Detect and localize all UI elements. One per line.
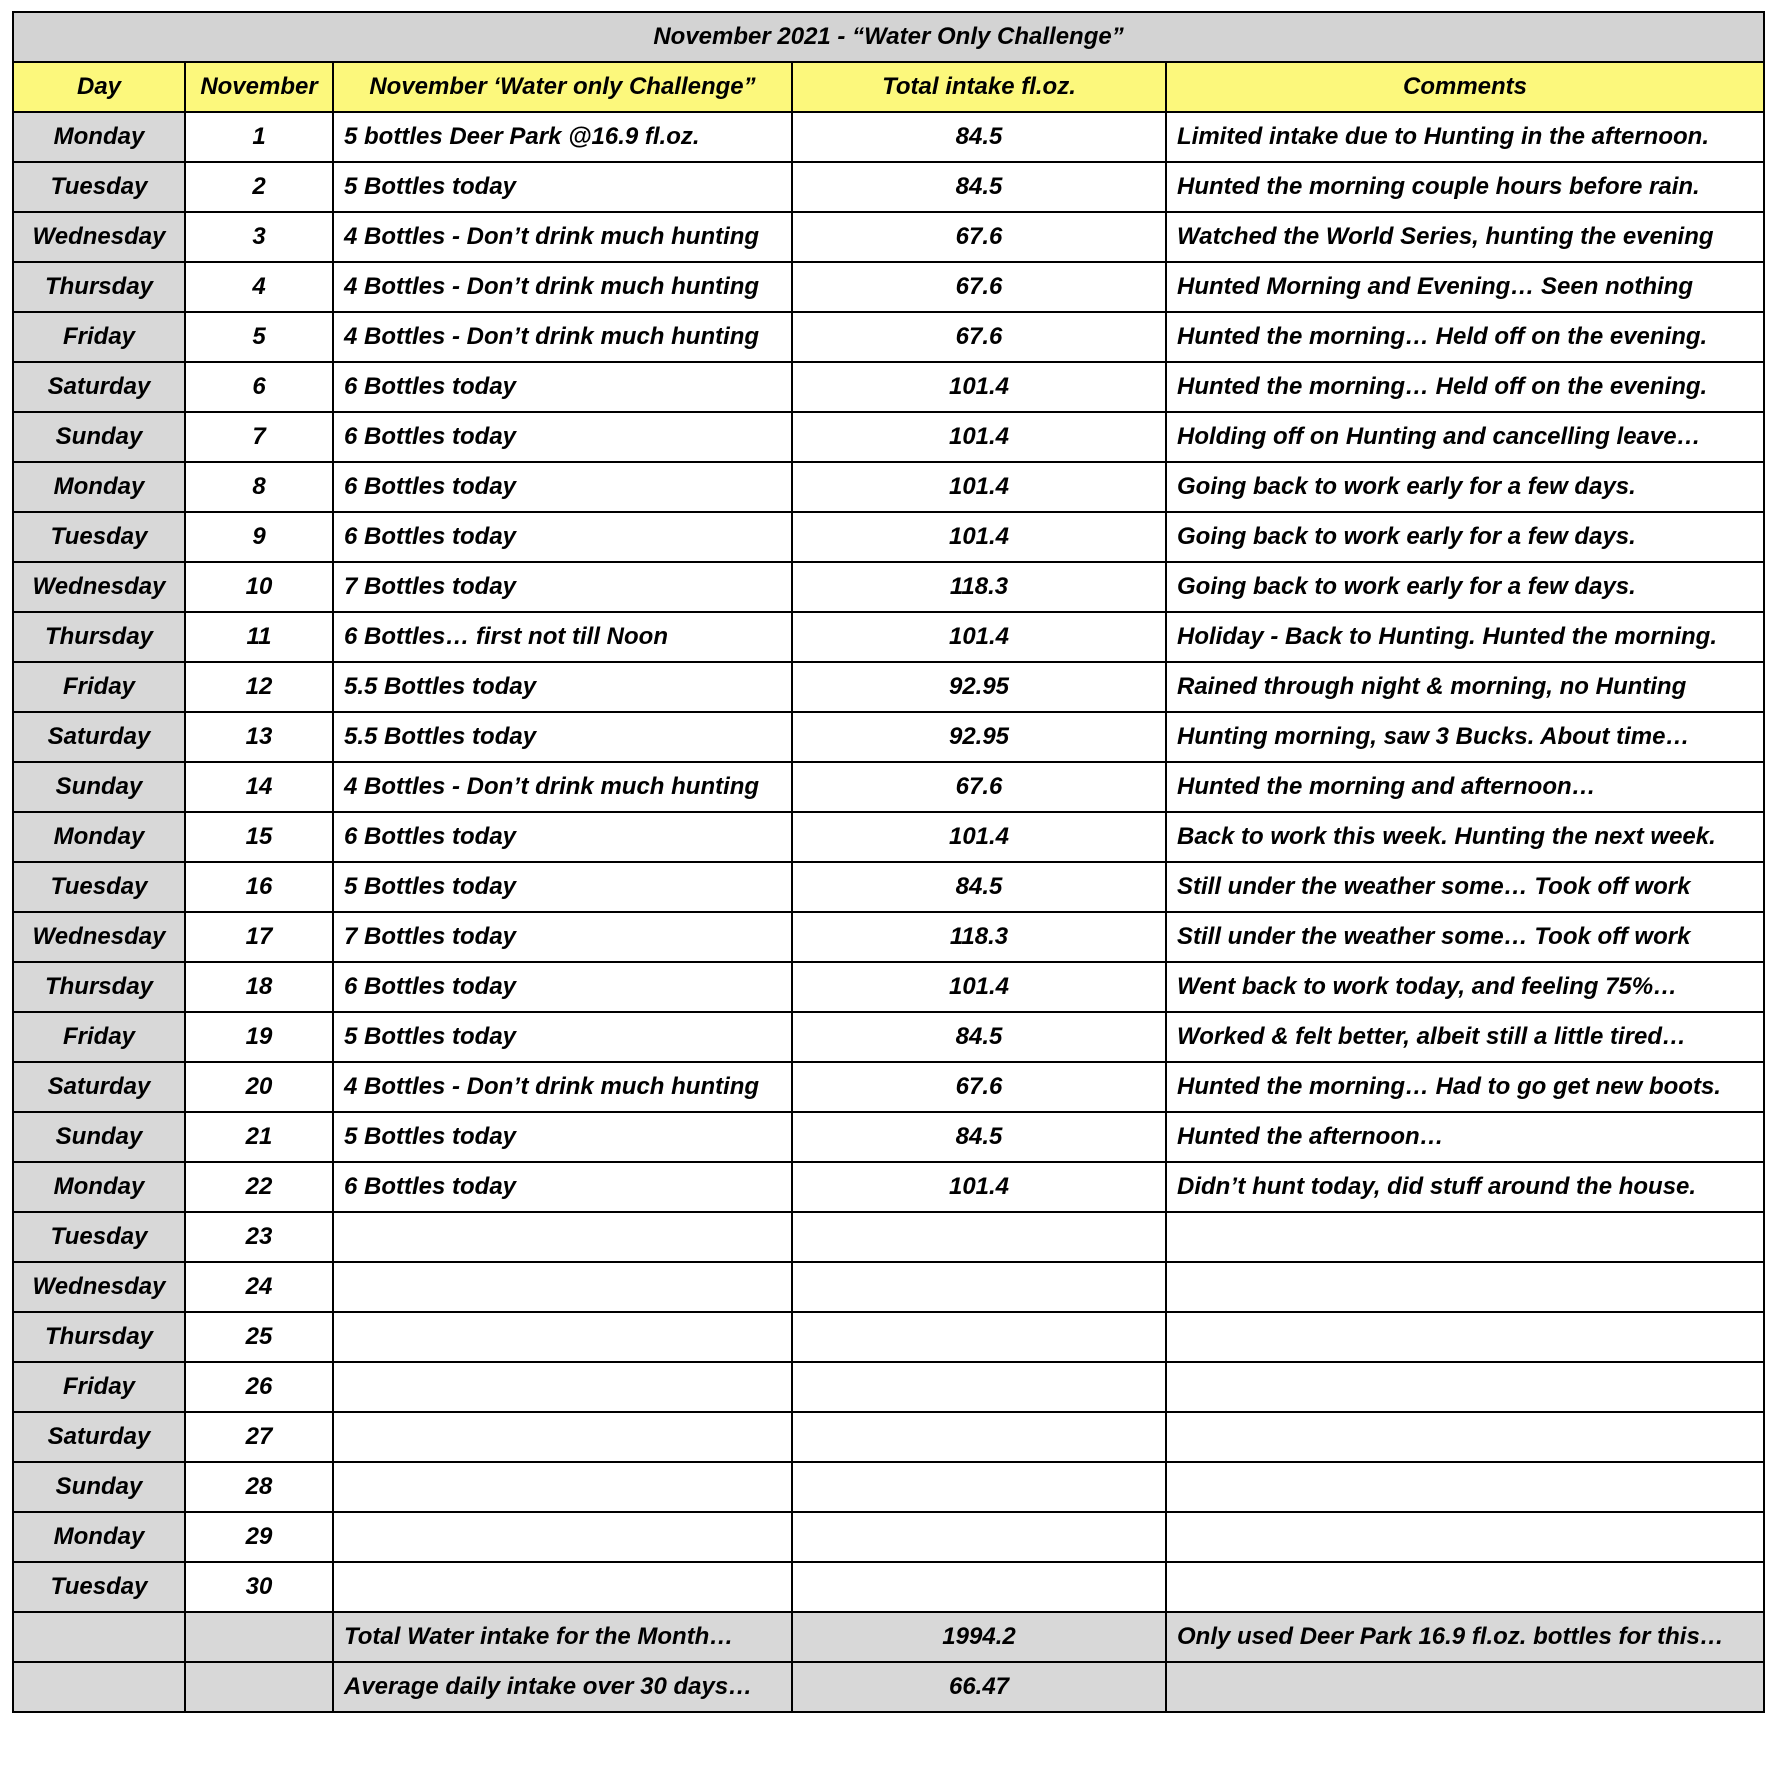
day-cell: Friday	[13, 1012, 185, 1062]
day-cell: Friday	[13, 1362, 185, 1412]
table-row	[13, 1362, 1764, 1412]
header-row	[13, 62, 1764, 112]
date-cell: 5	[185, 312, 333, 362]
comment-cell: Hunting morning, saw 3 Bucks. About time…	[1166, 712, 1764, 762]
day-cell: Saturday	[13, 1062, 185, 1112]
table-row	[13, 812, 1764, 862]
intake-cell: 67.6	[792, 312, 1166, 362]
date-cell: 15	[185, 812, 333, 862]
date-cell: 26	[185, 1362, 333, 1412]
day-cell: Monday	[13, 1512, 185, 1562]
comment-cell: Didn’t hunt today, did stuff around the house.	[1166, 1162, 1764, 1212]
header-intake: Total intake fl.oz.	[792, 62, 1166, 112]
day-cell: Friday	[13, 312, 185, 362]
comment-cell	[1166, 1312, 1764, 1362]
date-cell: 30	[185, 1562, 333, 1612]
date-cell: 13	[185, 712, 333, 762]
intake-cell: 101.4	[792, 512, 1166, 562]
table-row	[13, 512, 1764, 562]
intake-cell: 101.4	[792, 962, 1166, 1012]
note-cell: 6 Bottles… first not till Noon	[333, 612, 792, 662]
note-cell: 5 Bottles today	[333, 862, 792, 912]
date-cell: 1	[185, 112, 333, 162]
date-cell: 17	[185, 912, 333, 962]
intake-cell: 92.95	[792, 662, 1166, 712]
date-cell: 6	[185, 362, 333, 412]
table-row	[13, 1312, 1764, 1362]
table-row	[13, 1462, 1764, 1512]
intake-cell: 84.5	[792, 162, 1166, 212]
intake-cell: 67.6	[792, 762, 1166, 812]
intake-cell	[792, 1312, 1166, 1362]
table-row	[13, 1412, 1764, 1462]
table-row	[13, 612, 1764, 662]
table-row	[13, 962, 1764, 1012]
table-title: November 2021 - “Water Only Challenge”	[13, 12, 1764, 62]
note-cell: 5 Bottles today	[333, 1112, 792, 1162]
date-cell: 14	[185, 762, 333, 812]
footer-label: Average daily intake over 30 days…	[333, 1662, 792, 1712]
table-row	[13, 912, 1764, 962]
day-cell: Monday	[13, 462, 185, 512]
table-row	[13, 1262, 1764, 1312]
table-row	[13, 762, 1764, 812]
intake-cell	[792, 1462, 1166, 1512]
water-challenge-table	[12, 11, 1765, 1713]
date-cell: 7	[185, 412, 333, 462]
day-cell: Thursday	[13, 1312, 185, 1362]
intake-cell: 67.6	[792, 1062, 1166, 1112]
footer-comment	[1166, 1662, 1764, 1712]
date-cell: 19	[185, 1012, 333, 1062]
comment-cell	[1166, 1562, 1764, 1612]
table-row	[13, 1112, 1764, 1162]
comment-cell	[1166, 1412, 1764, 1462]
table-row	[13, 1212, 1764, 1262]
date-cell: 8	[185, 462, 333, 512]
date-cell: 11	[185, 612, 333, 662]
intake-cell	[792, 1562, 1166, 1612]
intake-cell: 118.3	[792, 912, 1166, 962]
intake-cell: 101.4	[792, 462, 1166, 512]
table-row	[13, 162, 1764, 212]
header-date: November	[185, 62, 333, 112]
note-cell: 7 Bottles today	[333, 562, 792, 612]
date-cell: 27	[185, 1412, 333, 1462]
day-cell: Thursday	[13, 262, 185, 312]
header-comments: Comments	[1166, 62, 1764, 112]
comment-cell: Going back to work early for a few days.	[1166, 462, 1764, 512]
day-cell: Wednesday	[13, 1262, 185, 1312]
title-row	[13, 12, 1764, 62]
date-cell: 18	[185, 962, 333, 1012]
table-row	[13, 1562, 1764, 1612]
comment-cell	[1166, 1512, 1764, 1562]
note-cell: 5 Bottles today	[333, 162, 792, 212]
day-cell: Monday	[13, 1162, 185, 1212]
intake-cell: 101.4	[792, 612, 1166, 662]
header-challenge: November ‘Water only Challenge”	[333, 62, 792, 112]
comment-cell: Watched the World Series, hunting the evening	[1166, 212, 1764, 262]
comment-cell: Went back to work today, and feeling 75%…	[1166, 962, 1764, 1012]
intake-cell: 84.5	[792, 862, 1166, 912]
day-cell: Tuesday	[13, 162, 185, 212]
table-row	[13, 1162, 1764, 1212]
day-cell: Sunday	[13, 412, 185, 462]
intake-cell	[792, 1212, 1166, 1262]
footer-value: 66.47	[792, 1662, 1166, 1712]
date-cell: 12	[185, 662, 333, 712]
date-cell: 28	[185, 1462, 333, 1512]
day-cell: Tuesday	[13, 1212, 185, 1262]
note-cell: 4 Bottles - Don’t drink much hunting	[333, 212, 792, 262]
table-row	[13, 312, 1764, 362]
note-cell: 7 Bottles today	[333, 912, 792, 962]
table-row	[13, 862, 1764, 912]
day-cell: Monday	[13, 112, 185, 162]
date-cell: 16	[185, 862, 333, 912]
comment-cell: Hunted the morning… Had to go get new boots.	[1166, 1062, 1764, 1112]
intake-cell: 84.5	[792, 1012, 1166, 1062]
comment-cell: Still under the weather some… Took off work	[1166, 862, 1764, 912]
note-cell: 6 Bottles today	[333, 462, 792, 512]
day-cell: Monday	[13, 812, 185, 862]
day-cell: Sunday	[13, 1112, 185, 1162]
note-cell	[333, 1562, 792, 1612]
comment-cell: Limited intake due to Hunting in the afternoon.	[1166, 112, 1764, 162]
note-cell: 5 bottles Deer Park @16.9 fl.oz.	[333, 112, 792, 162]
table-row	[13, 562, 1764, 612]
date-cell: 29	[185, 1512, 333, 1562]
note-cell: 6 Bottles today	[333, 512, 792, 562]
comment-cell: Holiday - Back to Hunting. Hunted the morning.	[1166, 612, 1764, 662]
comment-cell	[1166, 1262, 1764, 1312]
intake-cell: 101.4	[792, 412, 1166, 462]
date-cell: 25	[185, 1312, 333, 1362]
intake-cell: 67.6	[792, 262, 1166, 312]
comment-cell: Worked & felt better, albeit still a little tired…	[1166, 1012, 1764, 1062]
intake-cell: 101.4	[792, 1162, 1166, 1212]
day-cell: Tuesday	[13, 1562, 185, 1612]
note-cell	[333, 1412, 792, 1462]
note-cell: 5 Bottles today	[333, 1012, 792, 1062]
intake-cell: 67.6	[792, 212, 1166, 262]
comment-cell: Going back to work early for a few days.	[1166, 512, 1764, 562]
footer-label: Total Water intake for the Month…	[333, 1612, 792, 1662]
note-cell	[333, 1512, 792, 1562]
table-row	[13, 362, 1764, 412]
intake-cell: 101.4	[792, 362, 1166, 412]
note-cell: 6 Bottles today	[333, 812, 792, 862]
intake-cell: 84.5	[792, 1112, 1166, 1162]
date-cell: 24	[185, 1262, 333, 1312]
note-cell	[333, 1312, 792, 1362]
date-cell: 21	[185, 1112, 333, 1162]
day-cell: Wednesday	[13, 912, 185, 962]
intake-cell	[792, 1412, 1166, 1462]
comment-cell: Hunted the morning and afternoon…	[1166, 762, 1764, 812]
comment-cell: Rained through night & morning, no Hunting	[1166, 662, 1764, 712]
note-cell: 4 Bottles - Don’t drink much hunting	[333, 262, 792, 312]
intake-cell	[792, 1262, 1166, 1312]
table-row	[13, 1512, 1764, 1562]
date-cell: 23	[185, 1212, 333, 1262]
comment-cell: Back to work this week. Hunting the next week.	[1166, 812, 1764, 862]
date-cell: 20	[185, 1062, 333, 1112]
intake-cell: 92.95	[792, 712, 1166, 762]
note-cell: 4 Bottles - Don’t drink much hunting	[333, 762, 792, 812]
note-cell: 6 Bottles today	[333, 362, 792, 412]
comment-cell: Going back to work early for a few days.	[1166, 562, 1764, 612]
intake-cell: 101.4	[792, 812, 1166, 862]
table-row	[13, 412, 1764, 462]
note-cell: 6 Bottles today	[333, 962, 792, 1012]
comment-cell: Hunted Morning and Evening… Seen nothing	[1166, 262, 1764, 312]
footer-empty-cell	[185, 1662, 333, 1712]
note-cell: 5.5 Bottles today	[333, 662, 792, 712]
comment-cell: Holding off on Hunting and cancelling leave…	[1166, 412, 1764, 462]
comment-cell: Hunted the morning… Held off on the evening.	[1166, 312, 1764, 362]
header-day: Day	[13, 62, 185, 112]
comment-cell: Hunted the afternoon…	[1166, 1112, 1764, 1162]
footer-row	[13, 1662, 1764, 1712]
footer-value: 1994.2	[792, 1612, 1166, 1662]
day-cell: Saturday	[13, 1412, 185, 1462]
intake-cell	[792, 1512, 1166, 1562]
table-row	[13, 662, 1764, 712]
date-cell: 10	[185, 562, 333, 612]
day-cell: Tuesday	[13, 512, 185, 562]
note-cell	[333, 1212, 792, 1262]
comment-cell: Still under the weather some… Took off work	[1166, 912, 1764, 962]
table-row	[13, 212, 1764, 262]
day-cell: Sunday	[13, 762, 185, 812]
table-row	[13, 112, 1764, 162]
note-cell	[333, 1462, 792, 1512]
note-cell	[333, 1262, 792, 1312]
date-cell: 2	[185, 162, 333, 212]
footer-empty-cell	[13, 1612, 185, 1662]
day-cell: Sunday	[13, 1462, 185, 1512]
comment-cell	[1166, 1212, 1764, 1262]
note-cell: 6 Bottles today	[333, 1162, 792, 1212]
date-cell: 3	[185, 212, 333, 262]
table-row	[13, 262, 1764, 312]
note-cell: 4 Bottles - Don’t drink much hunting	[333, 1062, 792, 1112]
table-row	[13, 1062, 1764, 1112]
day-cell: Wednesday	[13, 562, 185, 612]
footer-empty-cell	[185, 1612, 333, 1662]
intake-cell: 118.3	[792, 562, 1166, 612]
date-cell: 9	[185, 512, 333, 562]
footer-comment: Only used Deer Park 16.9 fl.oz. bottles for this…	[1166, 1612, 1764, 1662]
table-row	[13, 462, 1764, 512]
intake-cell: 84.5	[792, 112, 1166, 162]
comment-cell	[1166, 1462, 1764, 1512]
date-cell: 22	[185, 1162, 333, 1212]
day-cell: Tuesday	[13, 862, 185, 912]
note-cell: 6 Bottles today	[333, 412, 792, 462]
note-cell: 5.5 Bottles today	[333, 712, 792, 762]
comment-cell: Hunted the morning couple hours before rain.	[1166, 162, 1764, 212]
date-cell: 4	[185, 262, 333, 312]
comment-cell	[1166, 1362, 1764, 1412]
day-cell: Thursday	[13, 962, 185, 1012]
footer-row	[13, 1612, 1764, 1662]
table-row	[13, 1012, 1764, 1062]
note-cell: 4 Bottles - Don’t drink much hunting	[333, 312, 792, 362]
note-cell	[333, 1362, 792, 1412]
footer-empty-cell	[13, 1662, 185, 1712]
day-cell: Saturday	[13, 362, 185, 412]
day-cell: Saturday	[13, 712, 185, 762]
intake-cell	[792, 1362, 1166, 1412]
day-cell: Friday	[13, 662, 185, 712]
day-cell: Thursday	[13, 612, 185, 662]
comment-cell: Hunted the morning… Held off on the evening.	[1166, 362, 1764, 412]
day-cell: Wednesday	[13, 212, 185, 262]
table-row	[13, 712, 1764, 762]
